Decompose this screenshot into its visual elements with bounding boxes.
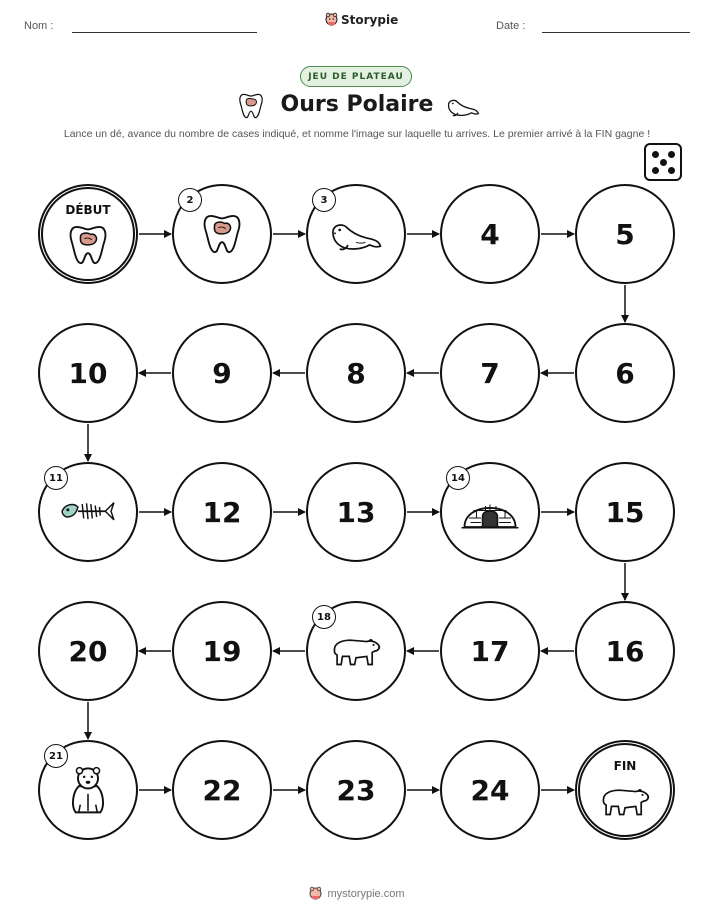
finish-label: FIN [613, 759, 637, 773]
board-cell-3 [306, 184, 406, 284]
cell-number: 19 [202, 634, 242, 668]
board-cell-start [38, 184, 138, 284]
board-cell-6 [575, 323, 675, 423]
cell-number: 5 [615, 217, 635, 251]
cell-number: 20 [68, 634, 108, 668]
board-cell-22 [172, 740, 272, 840]
footer-url: mystorypie.com [327, 887, 405, 900]
cell-number-badge: 18 [312, 605, 336, 629]
board-cell-4 [440, 184, 540, 284]
board-cell-16 [575, 601, 675, 701]
cell-number: 13 [336, 495, 376, 529]
cell-number: 4 [480, 217, 500, 251]
cell-number: 24 [470, 773, 510, 807]
tooth-icon [202, 212, 242, 256]
storypie-footer-logo-icon [309, 886, 322, 901]
board-cell-9 [172, 323, 272, 423]
cell-number-badge: 14 [446, 466, 470, 490]
cell-number: 10 [68, 356, 108, 390]
board-cell-23 [306, 740, 406, 840]
cell-number: 12 [202, 495, 242, 529]
page-title: Ours Polaire [280, 92, 434, 117]
cell-number-badge: 3 [312, 188, 336, 212]
board-cell-17 [440, 601, 540, 701]
cell-number: 16 [605, 634, 645, 668]
board-cell-20 [38, 601, 138, 701]
brand-name: Storypie [341, 12, 399, 27]
board-cell-12 [172, 462, 272, 562]
tooth-icon [68, 223, 108, 267]
start-label: DÉBUT [65, 203, 111, 217]
polar-bear-walking-icon [329, 631, 383, 671]
cell-number: 17 [470, 634, 510, 668]
board-cell-7 [440, 323, 540, 423]
board-cell-21 [38, 740, 138, 840]
polar-bear-sitting-icon [63, 763, 113, 817]
cell-number: 6 [615, 356, 635, 390]
fish-skeleton-icon [59, 494, 117, 530]
cell-number: 9 [212, 356, 232, 390]
cell-number: 7 [480, 356, 500, 390]
board-cell-10 [38, 323, 138, 423]
game-type-badge: JEU DE PLATEAU [300, 66, 412, 87]
cell-number-badge: 21 [44, 744, 68, 768]
polar-bear-walking-icon [598, 781, 652, 821]
board-cell-13 [306, 462, 406, 562]
cell-number: 23 [336, 773, 376, 807]
board-cell-24 [440, 740, 540, 840]
cell-number: 15 [605, 495, 645, 529]
igloo-icon [460, 494, 520, 530]
cell-number: 8 [346, 356, 366, 390]
seal-icon [325, 215, 387, 253]
board-cell-11 [38, 462, 138, 562]
cell-number-badge: 2 [178, 188, 202, 212]
board-cell-end [575, 740, 675, 840]
date-label: Date : [496, 20, 526, 32]
board-cell-8 [306, 323, 406, 423]
board-cell-19 [172, 601, 272, 701]
board-cell-5 [575, 184, 675, 284]
name-label: Nom : [24, 20, 54, 32]
board-cell-14 [440, 462, 540, 562]
cell-number: 22 [202, 773, 242, 807]
board-cell-2 [172, 184, 272, 284]
board-cell-18 [306, 601, 406, 701]
footer [0, 886, 714, 901]
instructions-text: Lance un dé, avance du nombre de cases indiqué, et nomme l'image sur laquelle tu arrives. Le premier arrivé à la FIN gagne ! [63, 128, 651, 140]
board-cell-15 [575, 462, 675, 562]
cell-number-badge: 11 [44, 466, 68, 490]
